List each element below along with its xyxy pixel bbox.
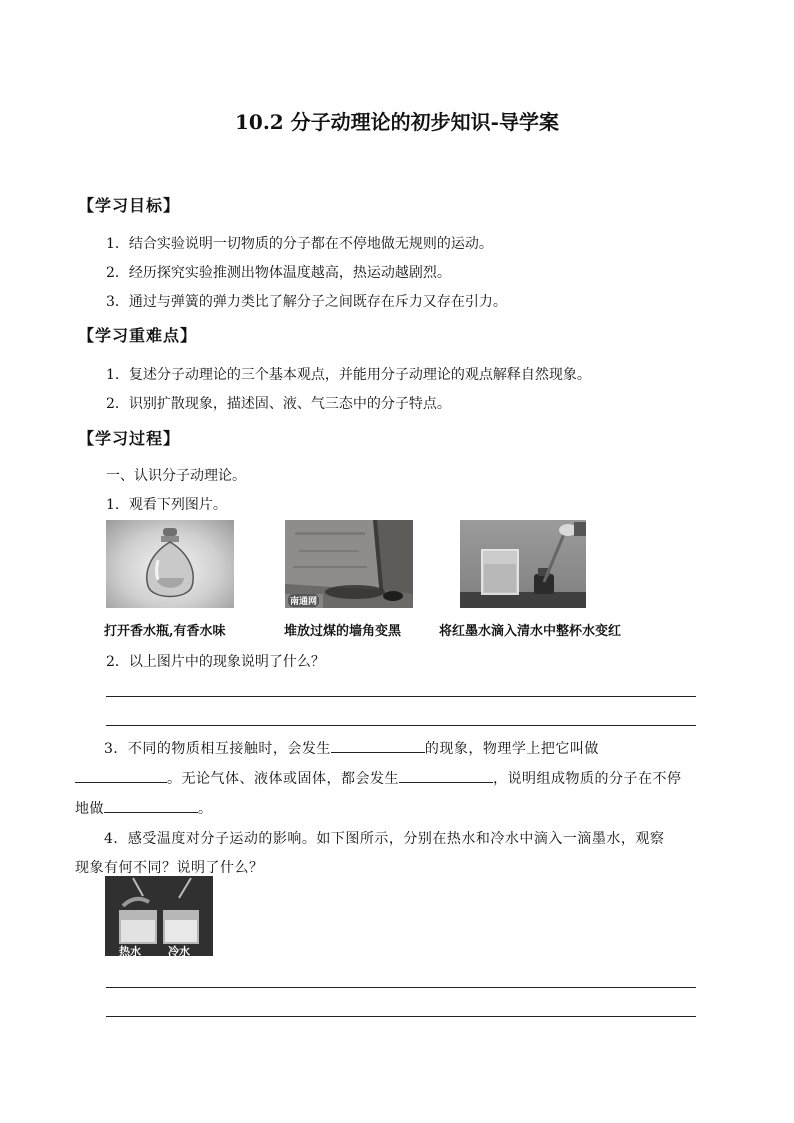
question-4-line-1: 4．感受温度对分子运动的影响。如下图所示，分别在热水和冷水中滴入一滴墨水，观察 xyxy=(104,831,665,847)
coal-wall-image xyxy=(285,520,413,608)
question-3-text: 地做 xyxy=(75,801,104,817)
answer-line xyxy=(106,696,696,697)
fill-blank[interactable] xyxy=(104,798,198,813)
page-title: 10.2 分子动理论的初步知识-导学案 xyxy=(235,110,559,134)
ink-drop-image xyxy=(460,520,586,608)
beaker-label-hot: 热水 xyxy=(119,945,141,956)
hot-cold-water-image xyxy=(105,876,213,956)
goal-item: 3．通过与弹簧的弹力类比了解分子之间既存在斥力又存在引力。 xyxy=(106,294,507,310)
fill-blank[interactable] xyxy=(331,738,425,753)
fill-blank[interactable] xyxy=(75,768,167,783)
question-3-text: 的现象，物理学上把它叫做 xyxy=(424,741,599,757)
question-3-text: 。无论气体、液体或固体，都会发生 xyxy=(167,771,399,787)
answer-line xyxy=(106,1016,696,1017)
image-caption: 将红墨水滴入清水中整杯水变红 xyxy=(439,624,622,639)
perfume-bottle-image xyxy=(106,520,234,608)
question-1: 1．观看下列图片。 xyxy=(106,497,227,513)
question-2: 2．以上图片中的现象说明了什么？ xyxy=(106,654,325,670)
process-heading: 【学习过程】 xyxy=(78,429,181,448)
question-3-line-3 xyxy=(75,796,213,822)
key-point-item: 2．识别扩散现象，描述固、液、气三态中的分子特点。 xyxy=(106,396,451,412)
answer-line xyxy=(106,725,696,726)
part-one-title: 一、认识分子动理论。 xyxy=(106,468,246,484)
question-3-line-1 xyxy=(104,736,599,762)
goal-item: 2．经历探究实验推测出物体温度越高，热运动越剧烈。 xyxy=(106,265,451,281)
goal-item: 1．结合实验说明一切物质的分子都在不停地做无规则的运动。 xyxy=(106,236,493,252)
image-caption: 堆放过煤的墙角变黑 xyxy=(284,624,402,639)
key-points-heading: 【学习重难点】 xyxy=(78,326,198,345)
goals-heading: 【学习目标】 xyxy=(78,196,181,215)
image-caption: 打开香水瓶,有香水味 xyxy=(104,624,226,639)
question-4-line-2: 现象有何不同？说明了什么？ xyxy=(75,860,264,876)
question-3-line-2 xyxy=(75,766,682,792)
question-3-text: 3．不同的物质相互接触时，会发生 xyxy=(104,741,331,757)
question-3-text: 。 xyxy=(198,801,213,817)
answer-line xyxy=(106,987,696,988)
watermark-label: 南通网 xyxy=(288,594,319,607)
question-3-text: ，说明组成物质的分子在不停 xyxy=(493,771,682,787)
fill-blank[interactable] xyxy=(399,768,493,783)
key-point-item: 1．复述分子动理论的三个基本观点，并能用分子动理论的观点解释自然现象。 xyxy=(106,367,591,383)
beaker-label-cold: 冷水 xyxy=(168,945,190,956)
